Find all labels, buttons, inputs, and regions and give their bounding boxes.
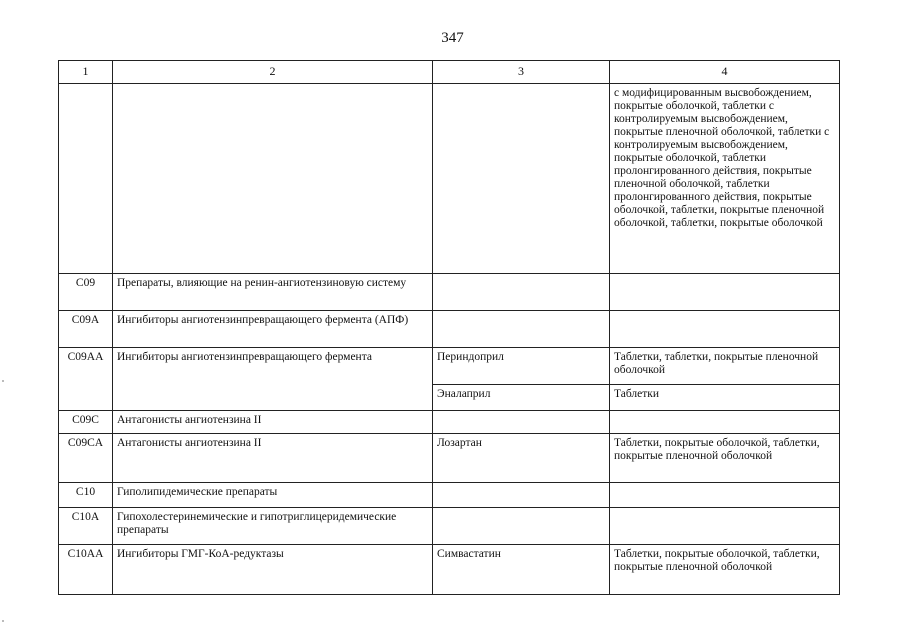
drug-name-cell — [433, 274, 610, 311]
column-header-1: 1 — [59, 61, 113, 84]
dosage-form-cell — [610, 274, 840, 311]
drug-name-cell: Симвастатин — [433, 545, 610, 595]
column-number-row — [59, 61, 840, 84]
dosage-form-cell: Таблетки, покрытые оболочкой, таблетки, покрытые пленочной оболочкой — [610, 545, 840, 595]
table-row — [59, 545, 840, 595]
table-row — [59, 348, 840, 385]
atc-code-cell: C10A — [59, 508, 113, 545]
drug-name-cell — [433, 483, 610, 508]
atc-code-cell: C10 — [59, 483, 113, 508]
table-row — [59, 311, 840, 348]
atc-name-cell: Антагонисты ангиотензина II — [113, 434, 433, 483]
atc-name-cell: Ингибиторы ангиотензинпревращающего фермента (АПФ) — [113, 311, 433, 348]
atc-name-cell — [113, 84, 433, 274]
dosage-form-cell: Таблетки — [610, 385, 840, 411]
dosage-form-cell — [610, 508, 840, 545]
medicines-table — [58, 60, 840, 595]
table-row — [59, 508, 840, 545]
dosage-form-cell — [610, 311, 840, 348]
atc-name-cell: Препараты, влияющие на ренин-ангиотензиновую систему — [113, 274, 433, 311]
drug-name-cell — [433, 411, 610, 434]
scan-speck — [2, 620, 4, 622]
drug-name-cell: Периндоприл — [433, 348, 610, 385]
drug-name-cell: Эналаприл — [433, 385, 610, 411]
atc-code-cell: C10AA — [59, 545, 113, 595]
drug-name-cell — [433, 311, 610, 348]
table-row — [59, 84, 840, 274]
dosage-form-cell — [610, 483, 840, 508]
drug-name-cell: Лозартан — [433, 434, 610, 483]
atc-code-cell: C09AA — [59, 348, 113, 411]
atc-name-cell: Гипохолестеринемические и гипотриглицеридемические препараты — [113, 508, 433, 545]
scan-speck — [2, 380, 4, 382]
atc-name-cell: Гиполипидемические препараты — [113, 483, 433, 508]
table-row — [59, 411, 840, 434]
table-row — [59, 483, 840, 508]
column-header-2: 2 — [113, 61, 433, 84]
drug-name-cell — [433, 508, 610, 545]
atc-name-cell: Ингибиторы ангиотензинпревращающего фермента — [113, 348, 433, 411]
atc-code-cell: C09CA — [59, 434, 113, 483]
dosage-form-cell: Таблетки, покрытые оболочкой, таблетки, покрытые пленочной оболочкой — [610, 434, 840, 483]
column-header-4: 4 — [610, 61, 840, 84]
atc-name-cell: Антагонисты ангиотензина II — [113, 411, 433, 434]
atc-code-cell — [59, 84, 113, 274]
column-header-3: 3 — [433, 61, 610, 84]
atc-code-cell: C09A — [59, 311, 113, 348]
dosage-form-cell — [610, 411, 840, 434]
table-row — [59, 434, 840, 483]
atc-code-cell: C09C — [59, 411, 113, 434]
table-row — [59, 274, 840, 311]
page-number: 347 — [441, 30, 464, 46]
atc-name-cell: Ингибиторы ГМГ-КоА-редуктазы — [113, 545, 433, 595]
drug-name-cell — [433, 84, 610, 274]
atc-code-cell: C09 — [59, 274, 113, 311]
dosage-form-cell: с модифицированным высвобождением, покрытые оболочкой, таблетки с контролируемым высвобождением, покрытые пленочной оболочкой, таблетки с контролируемым высвобождением, покрытые оболочкой, таблетки пролонгированного действия, покрытые пленочной оболочкой, таблетки пролонгированного действия, покрытые оболочкой, таблетки, покрытые пленочной оболочкой, таблетки, покрытые оболочкой — [610, 84, 840, 274]
dosage-form-cell: Таблетки, таблетки, покрытые пленочной оболочкой — [610, 348, 840, 385]
